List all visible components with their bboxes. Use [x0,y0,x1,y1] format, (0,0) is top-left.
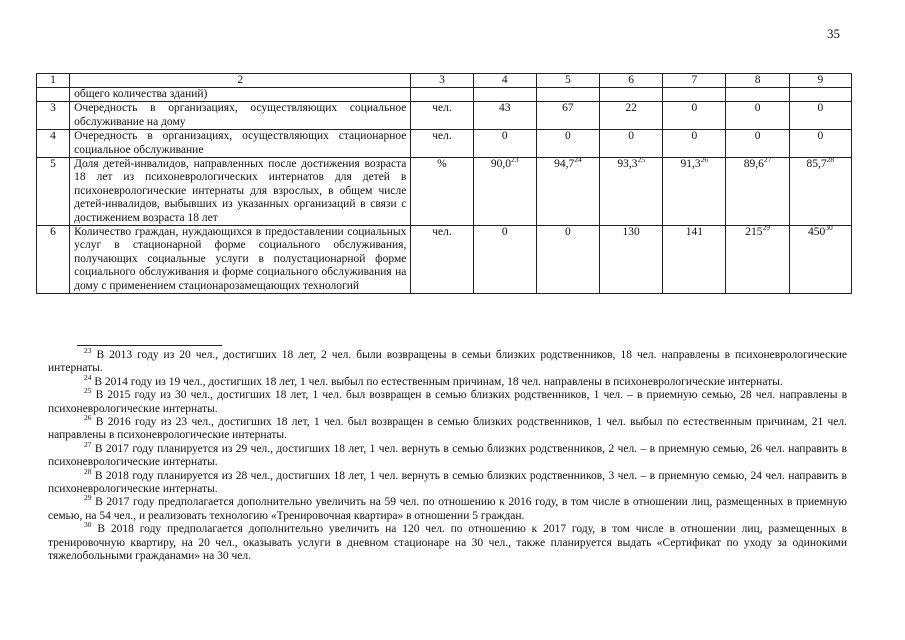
column-header-6: 6 [600,74,663,88]
value-cell [663,88,726,102]
footnote-ref: 24 [574,155,582,165]
footnote: $^{26}$ В 2016 году из 23 чел., достигших 18 лет, 1 чел. был возвращен в семью близких родственников, 1 чел. выбыл по естественным причинам, 21 чел. направлены в психоневрологические интернаты. [48,413,847,442]
row-number: 3 [37,102,70,130]
footnote-ref: 30 [825,223,833,233]
footnote-number: 25 [84,386,92,396]
column-header-3: 3 [411,74,473,88]
footnote-ref: 23 [511,155,519,165]
column-header-9: 9 [789,74,851,88]
value-cell: $215^{29}$ [726,226,789,294]
value-cell: 0 [663,102,726,130]
value-cell: 0 [726,102,789,130]
footnote: $^{25}$ В 2015 году из 30 чел., достигших 18 лет, 1 чел. был возвращен в семью близких родственников, 1 чел. – в приемную семью, 28 чел. направлены в психоневрологические интернаты. [48,386,847,415]
footnotes [48,346,847,564]
row-unit: чел. [411,226,473,294]
row-unit [411,88,473,102]
footnote-number: 26 [84,413,92,423]
value-cell: 67 [536,102,599,130]
row-description: Очередность в организациях, осуществляющих социальное обслуживание на дому [70,102,411,130]
column-header-2: 2 [70,74,411,88]
value-cell: 90,0$^{23}$ [473,158,536,226]
row-number [37,88,70,102]
footnote-ref: 29 [762,223,770,233]
value-cell: 93,3$^{25}$ [600,158,663,226]
column-header-8: 8 [726,74,789,88]
table-row [37,158,852,226]
page-number: 35 [827,26,840,41]
header-row [37,74,852,88]
footnote-number: 23 [84,346,92,356]
footnote-ref: 26 [700,155,709,165]
value-cell: 0 [789,102,851,130]
table-row [37,130,852,158]
value-cell: 43 [473,102,536,130]
column-header-7: 7 [663,74,726,88]
table-row [37,88,852,102]
column-header-1: 1 [37,74,70,88]
table-body [37,88,852,294]
value-cell: 22 [600,102,663,130]
footnote-ref: 25 [637,155,645,165]
footnote: $^{30}$ В 2018 году предполагается дополнительно увеличить на 120 чел. по отношению к 2017 году, в том числе в отношении лиц, размещенных в тренировочную квартиру, на 20 чел., оказывать услуги в дневном стационаре на 30 чел., также планируется выдать «Сертификат по уходу за одинокими тяжелобольными гражданами» на 30 чел. [48,520,847,563]
footnote-ref: 27 [763,155,772,165]
value-cell: 0 [536,130,599,158]
row-description: Очередность в организациях, осуществляющих стационарное социальное обслуживание [70,130,411,158]
value-cell: 89,6$^{27}$ [726,158,789,226]
value-cell [726,88,789,102]
row-unit: чел. [411,102,473,130]
footnote-number: 30 [84,520,92,530]
column-header-4: 4 [473,74,536,88]
value-cell: 141 [663,226,726,294]
value-cell: 85,7$^{28}$ [789,158,851,226]
value-cell: 0 [473,226,536,294]
footnote-separator [77,345,222,346]
value-cell [473,88,536,102]
table-row [37,102,852,130]
footnote: $^{23}$ В 2013 году из 20 чел., достигших 18 лет, 2 чел. были возвращены в семьи близких родственников, 18 чел. направлены в психоневрологические интернаты. [48,346,847,375]
row-description: Доля детей-инвалидов, направленных после достижения возраста 18 лет из психоневрологических интернатов для детей в психоневрологические интернаты для взрослых, в общем числе детей-инвалидов, выбывших из указанных организаций в связи с достижением возраста 18 лет [70,158,411,226]
footnote-ref: 28 [826,155,835,165]
row-unit: чел. [411,130,473,158]
footnote: $^{27}$ В 2017 году планируется из 29 чел., достигших 18 лет, 1 чел. вернуть в семью близких родственников, 2 чел. – в приемную семью, 26 чел. направить в психоневрологические интернаты. [48,440,847,469]
value-cell: 94,7$^{24}$ [536,158,599,226]
value-cell [789,88,851,102]
value-cell: 0 [789,130,851,158]
row-number: 6 [37,226,70,294]
value-cell [600,88,663,102]
value-cell: 0 [663,130,726,158]
footnote: $^{24}$ В 2014 году из 19 чел., достигших 18 лет, 1 чел. выбыл по естественным причинам, 18 чел. направлены в психоневрологические интернаты. [84,372,783,388]
value-cell: 130 [600,226,663,294]
value-cell: 0 [600,130,663,158]
footnote-number: 27 [84,440,92,450]
value-cell: 0 [726,130,789,158]
value-cell: 0 [536,226,599,294]
footnote: $^{29}$ В 2017 году предполагается дополнительно увеличить на 59 чел. по отношению к 2016 году, в том числе в отношении лиц, размещенных в приемную семью, на 54 чел., и реализовать технологию «Тренировочная квартира» в отношении 5 граждан. [48,493,847,522]
row-description: общего количества зданий) [70,88,411,102]
column-header-5: 5 [536,74,599,88]
row-unit: % [411,158,473,226]
row-description: Количество граждан, нуждающихся в предоставлении социальных услуг в стационарной форме социального обслуживания, получающих социальные услуги в полустационарной форме социального обслуживания и форме социального обслуживания на дому с применением стационарозамещающих технологий [70,226,411,294]
table-row [37,226,852,294]
value-cell: 91,3$^{26}$ [663,158,726,226]
footnote-number: 24 [84,372,92,382]
footnote: $^{28}$ В 2018 году планируется из 28 чел., достигших 18 лет, 1 чел. вернуть в семью близких родственников, 3 чел. – в приемную семью, 24 чел. направить в психоневрологические интернаты. [48,466,847,496]
row-number: 4 [37,130,70,158]
footnote-number: 29 [84,493,92,503]
footnote-number: 28 [84,466,92,476]
value-cell: $450^{30}$ [789,226,851,294]
indicators-table [36,73,852,294]
row-number: 5 [37,158,70,226]
value-cell [536,88,599,102]
value-cell: 0 [473,130,536,158]
